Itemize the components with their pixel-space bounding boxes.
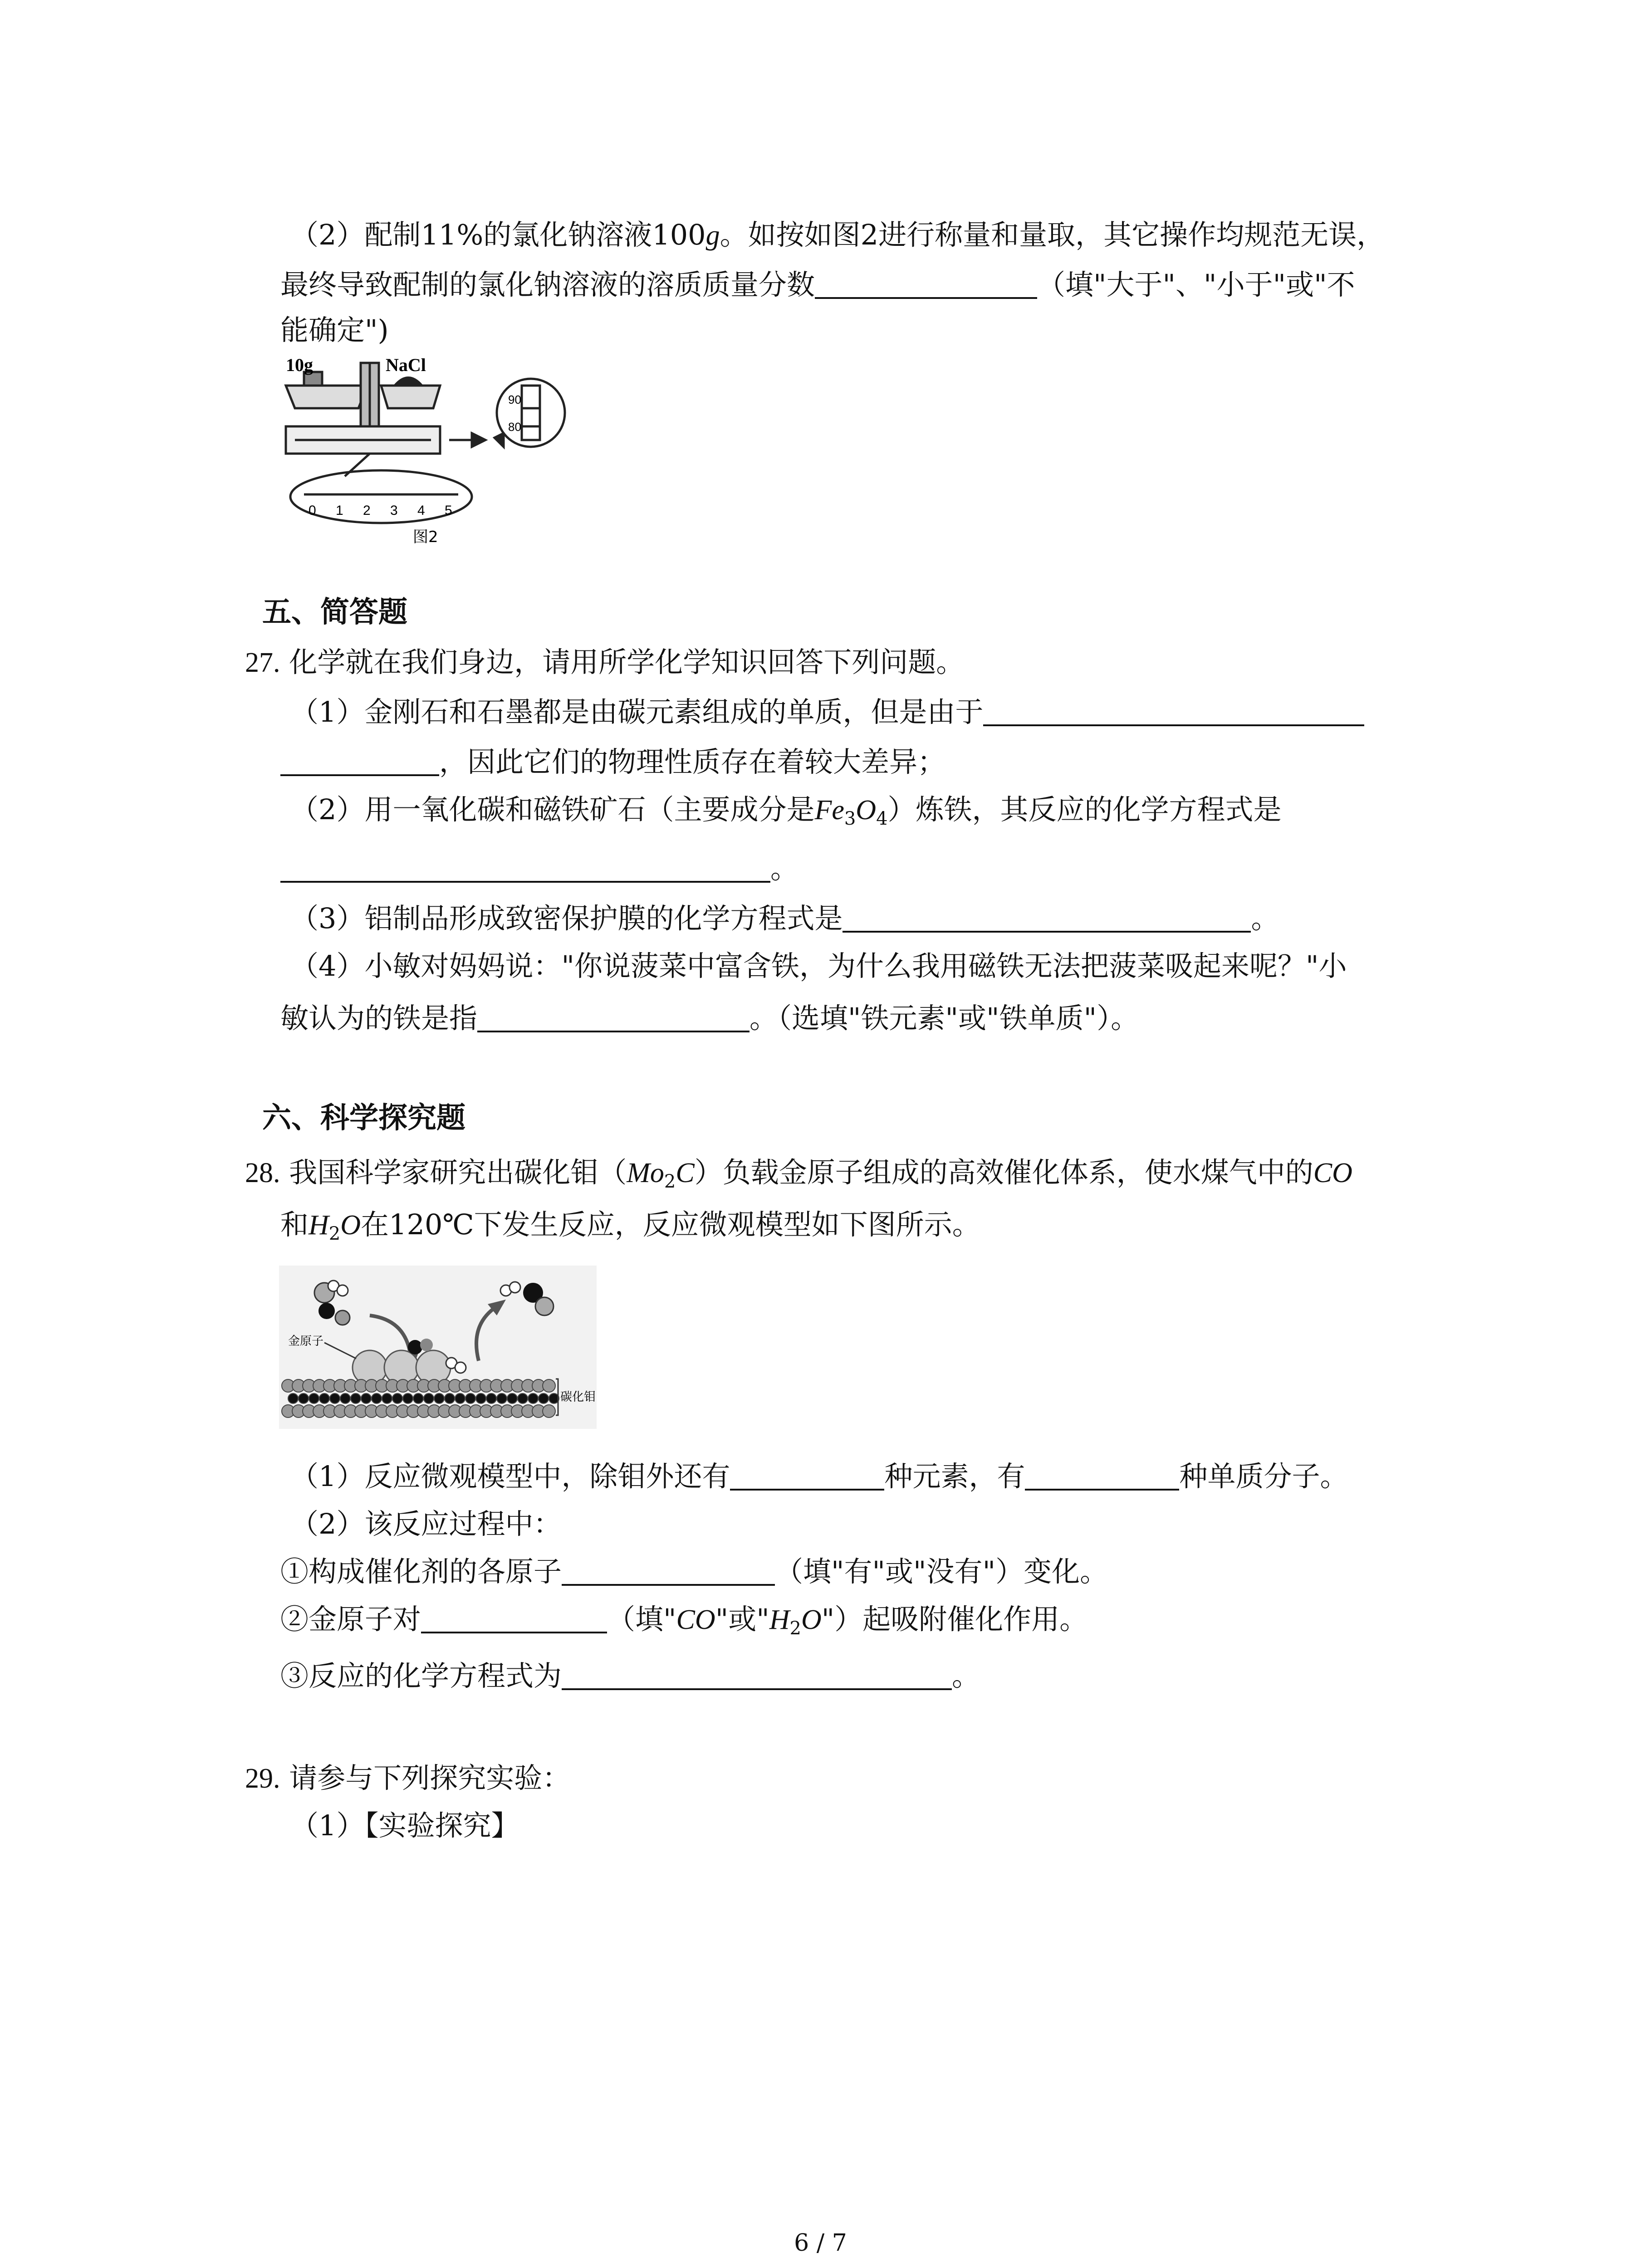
scale-tick: 2 bbox=[363, 503, 371, 518]
q27-p2-end: 。 bbox=[770, 852, 799, 885]
answer-blank-q28-1a[interactable] bbox=[730, 1462, 884, 1491]
answer-blank-q28-s1[interactable] bbox=[562, 1558, 775, 1586]
formula-o-option: O bbox=[801, 1604, 822, 1635]
q27-p4-text-a: （4）小敏对妈妈说："你说菠菜中富含铁，为什么我用磁铁无法把菠菜吸起来呢？"小 bbox=[290, 949, 1347, 982]
q27-part1-line2 bbox=[280, 744, 945, 780]
answer-blank-q26[interactable] bbox=[815, 271, 1037, 299]
formula-h2o-o: O bbox=[340, 1210, 361, 1241]
q26-mass-unit: g bbox=[705, 220, 720, 251]
q28-p2-text: （2）该反应过程中： bbox=[290, 1507, 562, 1540]
q27-part3 bbox=[290, 900, 1279, 937]
q28-sub3 bbox=[280, 1658, 980, 1694]
substrate-atom bbox=[497, 1393, 507, 1403]
formula-h-sub: 2 bbox=[328, 1223, 341, 1244]
q27-part2-line1 bbox=[290, 792, 1282, 828]
q26-mass: 100 bbox=[652, 218, 706, 251]
q26-percent: 11% bbox=[421, 218, 484, 251]
q27-p1-text-b: ，因此它们的物理性质存在着较大差异； bbox=[439, 745, 946, 778]
scale-tick: 5 bbox=[445, 503, 452, 518]
substrate-atom bbox=[319, 1393, 329, 1403]
substrate-atom bbox=[372, 1393, 382, 1403]
answer-blank-q27-1a[interactable] bbox=[983, 698, 1364, 726]
q28-number: 28. bbox=[245, 1158, 280, 1188]
substrate-atom bbox=[543, 1379, 555, 1392]
figure-reaction-model bbox=[279, 1266, 597, 1429]
q29-stem-text: 请参与下列探究实验： bbox=[289, 1761, 571, 1794]
q28-s3-text: ③反应的化学方程式为 bbox=[280, 1659, 562, 1692]
answer-blank-q28-s2[interactable] bbox=[421, 1605, 607, 1633]
formula-fe: Fe bbox=[814, 795, 844, 826]
q27-part2-line2 bbox=[280, 850, 798, 887]
q28-line2-text-a: 和 bbox=[280, 1208, 309, 1241]
substrate-atom bbox=[392, 1393, 402, 1403]
q27-number: 27. bbox=[245, 647, 280, 678]
formula-mo-sub: 2 bbox=[664, 1171, 676, 1192]
q26-part2-line2 bbox=[280, 267, 1355, 303]
substrate-atom bbox=[361, 1393, 371, 1403]
answer-blank-q27-3[interactable] bbox=[843, 904, 1251, 933]
formula-co: CO bbox=[1313, 1158, 1352, 1188]
answer-blank-q28-1b[interactable] bbox=[1025, 1462, 1179, 1491]
scale-tick: 3 bbox=[390, 503, 398, 518]
substrate-atom bbox=[299, 1393, 309, 1403]
q29-part1 bbox=[290, 1808, 519, 1844]
q28-part1 bbox=[290, 1458, 1348, 1495]
q28-sub2 bbox=[280, 1601, 1087, 1638]
q26-part2-line1 bbox=[290, 217, 1385, 254]
substrate-atom bbox=[445, 1393, 455, 1403]
q28-line2-text-c: 下发生反应，反应微观模型如下图所示。 bbox=[474, 1208, 980, 1241]
substrate-atom bbox=[518, 1393, 528, 1403]
answer-blank-q27-1b[interactable] bbox=[280, 748, 439, 776]
figure-2-balance bbox=[277, 358, 567, 549]
formula-h-option: H bbox=[769, 1604, 790, 1635]
formula-c: C bbox=[676, 1158, 695, 1188]
q27-p4-text-b: 敏认为的铁是指 bbox=[280, 1002, 478, 1035]
q29-number: 29. bbox=[245, 1763, 280, 1794]
substrate-atom bbox=[288, 1393, 298, 1403]
q26-part2-text-b: 的氯化钠溶液 bbox=[483, 218, 652, 251]
substrate-atom bbox=[309, 1393, 319, 1403]
q28-s3-end: 。 bbox=[952, 1659, 980, 1692]
molybdenum-carbide-layer bbox=[282, 1379, 559, 1418]
q27-p4-text-c: 。（选填"铁元素"或"铁单质"）。 bbox=[749, 1002, 1139, 1035]
q28-s1-text-a: ①构成催化剂的各原子 bbox=[280, 1555, 562, 1588]
q28-stem-line1 bbox=[245, 1154, 1352, 1191]
q28-sub1 bbox=[280, 1554, 1108, 1590]
q28-line2-text-b: 在 bbox=[361, 1208, 389, 1241]
q28-s2-text-b: （填" bbox=[607, 1603, 676, 1636]
cylinder-mark-80: 80 bbox=[508, 420, 521, 434]
q27-p1-text-a: （1）金刚石和石墨都是由碳元素组成的单质，但是由于 bbox=[290, 695, 984, 728]
formula-o-sub: 4 bbox=[876, 808, 888, 829]
section-5-heading: 五、简答题 bbox=[262, 596, 407, 629]
formula-h: H bbox=[309, 1210, 329, 1241]
q28-s2-text-c: "或" bbox=[715, 1603, 769, 1636]
answer-blank-q27-2[interactable] bbox=[280, 855, 770, 883]
q28-s2-text-d: "）起吸附催化作用。 bbox=[821, 1603, 1088, 1636]
q26-line3-text: 能确定") bbox=[280, 313, 389, 347]
q28-p1-text-a: （1）反应微观模型中，除钼外还有 bbox=[290, 1460, 730, 1493]
figure-2-caption: 图2 bbox=[413, 528, 438, 546]
q28-s2-text-a: ②金原子对 bbox=[280, 1603, 421, 1636]
substrate-atom bbox=[330, 1393, 340, 1403]
mo-carbide-label: 碳化钼 bbox=[560, 1390, 596, 1404]
scale-tick: 1 bbox=[336, 503, 343, 518]
substrate-atom bbox=[340, 1393, 350, 1403]
gold-atom-label: 金原子 bbox=[288, 1334, 324, 1348]
formula-o: O bbox=[856, 795, 877, 826]
substrate-atom bbox=[486, 1393, 496, 1403]
q26-part2-text-a: （2）配制 bbox=[290, 218, 421, 251]
substrate-atom bbox=[476, 1393, 486, 1403]
substrate-atom bbox=[403, 1393, 413, 1403]
answer-blank-q27-4[interactable] bbox=[477, 1004, 749, 1032]
substrate-atom bbox=[413, 1393, 423, 1403]
q28-p1-text-c: 种单质分子。 bbox=[1179, 1460, 1348, 1493]
formula-h-option-sub: 2 bbox=[789, 1618, 801, 1639]
substrate-atom bbox=[465, 1393, 475, 1403]
nacl-label: NaCl bbox=[386, 358, 426, 375]
q26-line2-text-b: （填"大于"、"小于"或"不 bbox=[1037, 268, 1355, 301]
section-6-heading: 六、科学探究题 bbox=[262, 1101, 465, 1135]
q27-p2-text-b: ）炼铁，其反应的化学方程式是 bbox=[887, 793, 1282, 826]
q28-s1-text-b: （填"有"或"没有"）变化。 bbox=[775, 1555, 1108, 1588]
answer-blank-q28-s3[interactable] bbox=[562, 1662, 952, 1690]
q26-part2-text-c: 。如按如图2进行称量和量取，其它操作均规范无误， bbox=[720, 218, 1385, 251]
substrate-atom bbox=[528, 1393, 538, 1403]
q27-p3-text: （3）铝制品形成致密保护膜的化学方程式是 bbox=[290, 902, 843, 935]
formula-fe-sub: 3 bbox=[844, 808, 856, 829]
q28-stem-line2 bbox=[280, 1207, 980, 1243]
q27-p2-text-a: （2）用一氧化碳和磁铁矿石（主要成分是 bbox=[290, 793, 815, 826]
q29-stem bbox=[245, 1760, 570, 1797]
formula-co-option: CO bbox=[676, 1604, 715, 1635]
q27-part4-line2 bbox=[280, 1000, 1139, 1036]
q27-stem bbox=[245, 644, 964, 681]
scale-tick: 0 bbox=[309, 503, 316, 518]
substrate-atom bbox=[455, 1393, 465, 1403]
substrate-atom bbox=[539, 1393, 549, 1403]
cylinder-mark-90: 90 bbox=[508, 393, 521, 406]
q26-part2-line3 bbox=[280, 312, 389, 348]
scale-tick: 4 bbox=[417, 503, 425, 518]
q28-stem-text-a: 我国科学家研究出碳化钼（ bbox=[289, 1156, 627, 1189]
substrate-atom bbox=[507, 1393, 517, 1403]
q28-p1-text-b: 种元素，有 bbox=[884, 1460, 1025, 1493]
q27-part4-line1 bbox=[290, 948, 1347, 984]
q27-part1-line1 bbox=[290, 694, 1364, 730]
substrate-atom bbox=[351, 1393, 361, 1403]
q26-line2-text-a: 最终导致配制的氯化钠溶液的溶质质量分数 bbox=[280, 268, 815, 301]
page-number: 6 / 7 bbox=[794, 2229, 847, 2257]
weight-label: 10g bbox=[286, 358, 313, 375]
q29-p1-text: （1）【实验探究】 bbox=[290, 1809, 519, 1842]
q27-p3-end: 。 bbox=[1251, 902, 1279, 935]
q28-temperature: 120℃ bbox=[389, 1208, 474, 1241]
substrate-atom bbox=[543, 1405, 555, 1418]
q28-part2 bbox=[290, 1506, 561, 1542]
substrate-atom bbox=[424, 1393, 434, 1403]
substrate-atom bbox=[434, 1393, 444, 1403]
q28-stem-text-b: ）负载金原子组成的高效催化体系，使水煤气中的 bbox=[694, 1156, 1313, 1189]
q27-stem-text: 化学就在我们身边，请用所学化学知识回答下列问题。 bbox=[289, 645, 965, 679]
substrate-atom bbox=[382, 1393, 392, 1403]
formula-mo: Mo bbox=[627, 1158, 664, 1188]
